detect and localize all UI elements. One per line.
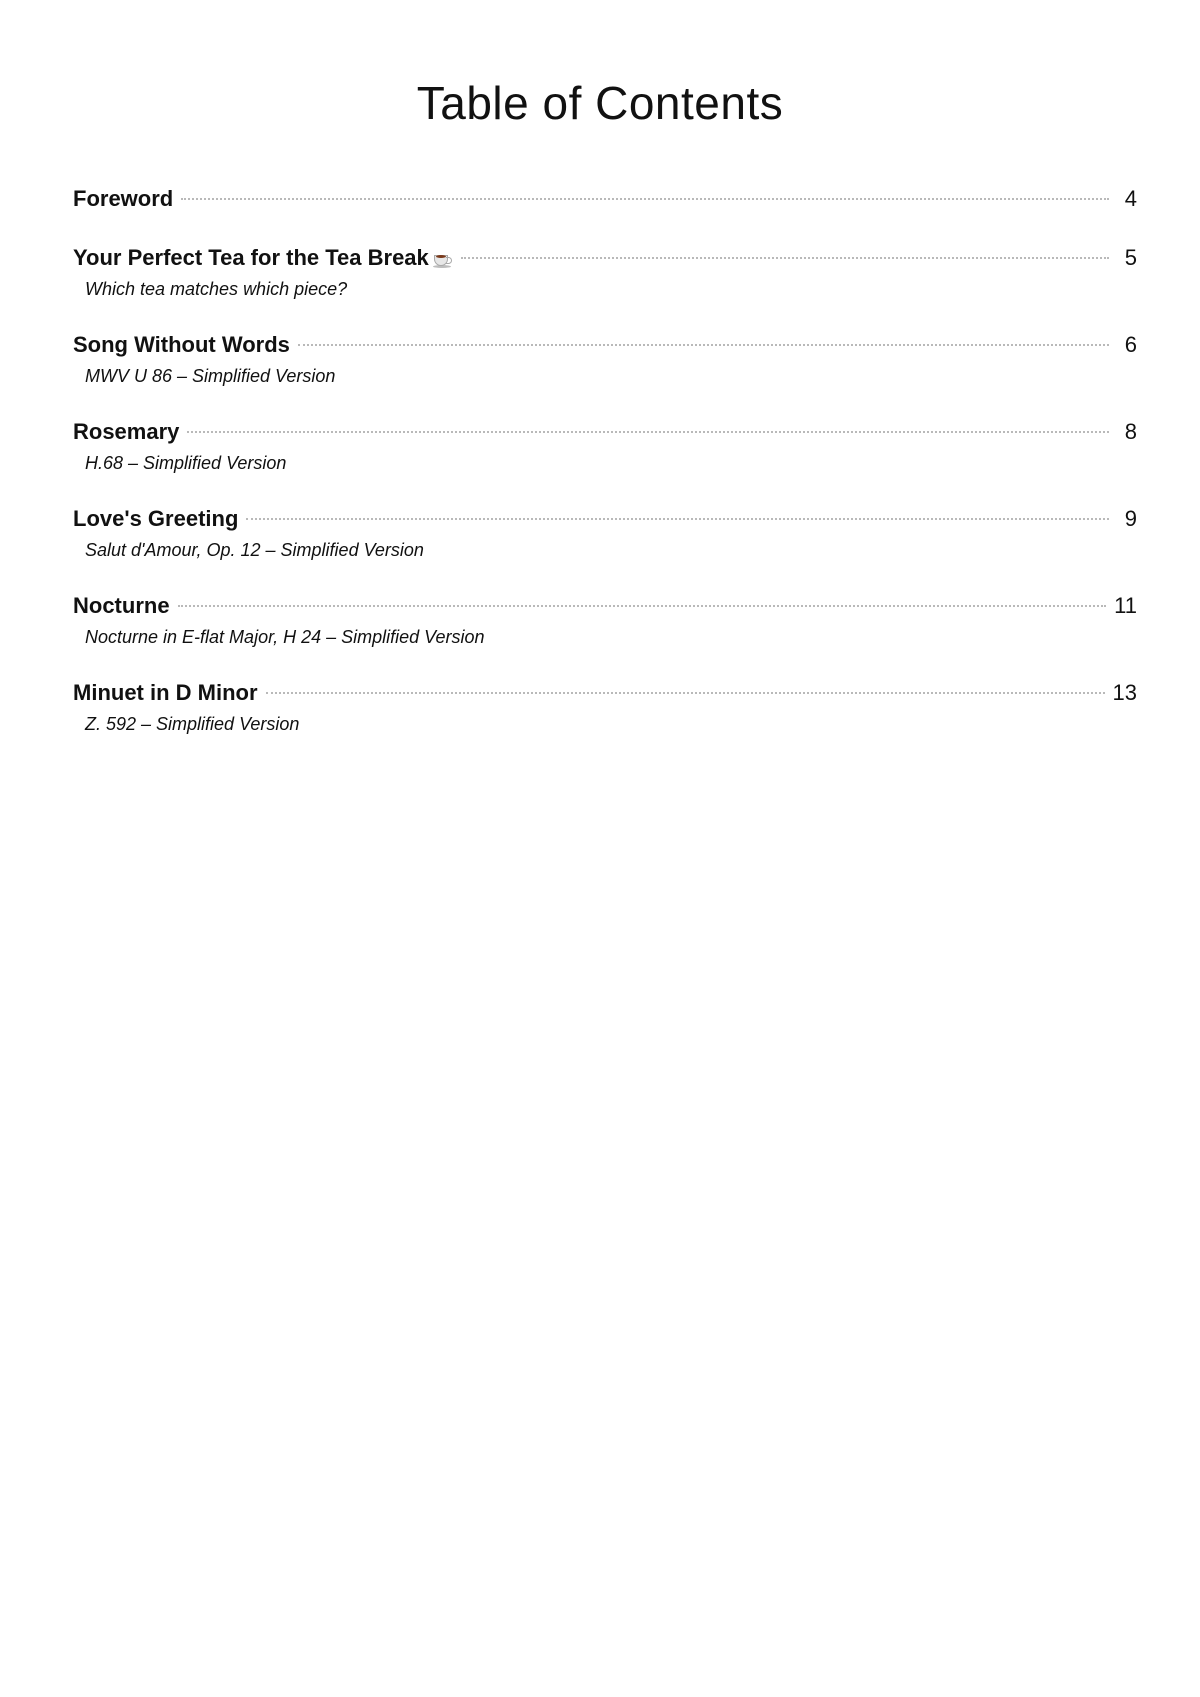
toc-entry-loves-greeting[interactable] bbox=[73, 502, 1137, 564]
toc-entry-title-text: Song Without Words bbox=[73, 332, 290, 357]
toc-entry-page-number: 5 bbox=[1124, 245, 1137, 270]
toc-entry-title bbox=[73, 676, 266, 710]
dot-leader bbox=[246, 518, 1109, 520]
toc-entry-subtitle: Salut d'Amour, Op. 12 – Simplified Version bbox=[85, 540, 424, 560]
dot-leader bbox=[187, 431, 1109, 433]
dot-leader bbox=[266, 692, 1105, 694]
toc-entry-rosemary[interactable] bbox=[73, 415, 1137, 477]
page-title: Table of Contents bbox=[416, 77, 784, 129]
toc-entry-title-text: Love's Greeting bbox=[73, 506, 239, 531]
dot-leader bbox=[181, 198, 1109, 200]
toc-entry-title bbox=[73, 415, 187, 449]
toc-entry-title-text: Your Perfect Tea for the Tea Break bbox=[73, 245, 429, 270]
toc-entry-title-text: Minuet in D Minor bbox=[73, 680, 258, 705]
toc-entry-title bbox=[73, 502, 246, 536]
toc-entry-subtitle: Z. 592 – Simplified Version bbox=[85, 714, 300, 734]
dot-leader bbox=[461, 257, 1109, 259]
toc-entry-page-number: 8 bbox=[1124, 419, 1137, 444]
toc-entry-nocturne[interactable] bbox=[73, 589, 1137, 651]
toc-list bbox=[73, 182, 1137, 763]
toc-entry-title bbox=[73, 241, 461, 275]
dot-leader bbox=[178, 605, 1107, 607]
toc-entry-subtitle: Nocturne in E-flat Major, H 24 – Simplified Version bbox=[85, 627, 485, 647]
toc-entry-line bbox=[73, 328, 1137, 362]
toc-entry-tea-break[interactable] bbox=[73, 241, 1137, 303]
toc-entry-title-text: Nocturne bbox=[73, 593, 170, 618]
toc-entry-page-number: 9 bbox=[1124, 506, 1137, 531]
toc-entry-title bbox=[73, 328, 298, 362]
toc-entry-subtitle: H.68 – Simplified Version bbox=[85, 453, 287, 473]
toc-entry-minuet-in-d-minor[interactable] bbox=[73, 676, 1137, 738]
toc-entry-page-number: 11 bbox=[1114, 593, 1137, 618]
toc-entry-line bbox=[73, 589, 1137, 623]
toc-entry-subtitle: Which tea matches which piece? bbox=[85, 279, 348, 299]
toc-entry-foreword[interactable] bbox=[73, 182, 1137, 216]
toc-entry-line bbox=[73, 502, 1137, 536]
toc-entry-subtitle: MWV U 86 – Simplified Version bbox=[85, 366, 336, 386]
toc-entry-page-number: 13 bbox=[1112, 680, 1137, 705]
toc-entry-line bbox=[73, 241, 1137, 275]
toc-entry-title bbox=[73, 589, 178, 623]
toc-entry-song-without-words[interactable] bbox=[73, 328, 1137, 390]
toc-entry-title-text: Foreword bbox=[73, 186, 174, 211]
toc-entry-title bbox=[73, 182, 181, 216]
toc-entry-line bbox=[73, 182, 1137, 216]
toc-entry-page-number: 6 bbox=[1124, 332, 1137, 357]
teacup-icon bbox=[433, 250, 453, 268]
toc-entry-line bbox=[73, 676, 1137, 710]
toc-entry-title-text: Rosemary bbox=[73, 419, 180, 444]
toc-entry-line bbox=[73, 415, 1137, 449]
toc-entry-page-number: 4 bbox=[1124, 186, 1137, 211]
dot-leader bbox=[298, 344, 1109, 346]
